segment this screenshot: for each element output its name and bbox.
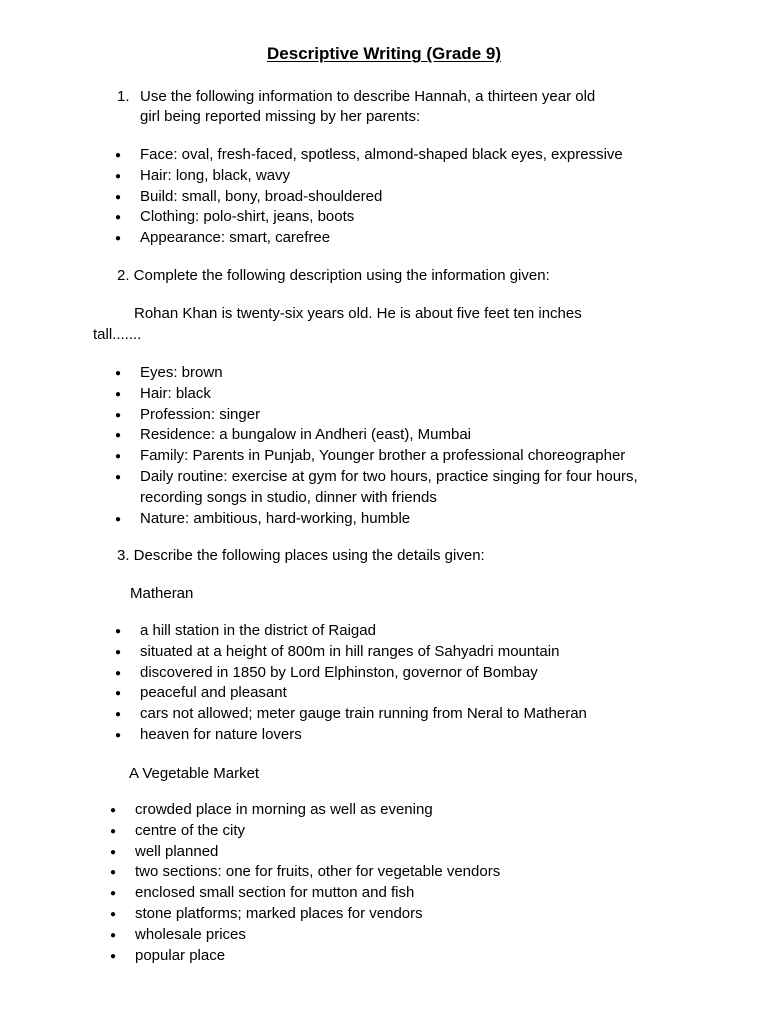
matheran-heading: Matheran [130, 585, 194, 602]
q2-heading: 2. Complete the following description using the information given: [117, 267, 550, 284]
q2-paragraph-line1: Rohan Khan is twenty-six years old. He is about five feet ten inches [134, 305, 582, 322]
q1-prompt-line1: Use the following information to describe Hannah, a thirteen year old [140, 88, 596, 105]
q1-prompt-line2: girl being reported missing by her parents: [140, 108, 421, 125]
market-heading: A Vegetable Market [129, 765, 260, 782]
q2-paragraph-line2: tall....... [93, 326, 142, 343]
q3-heading: 3. Describe the following places using the details given: [117, 547, 485, 564]
q1-number: 1. [117, 88, 130, 105]
page-title: Descriptive Writing (Grade 9) [267, 44, 501, 63]
